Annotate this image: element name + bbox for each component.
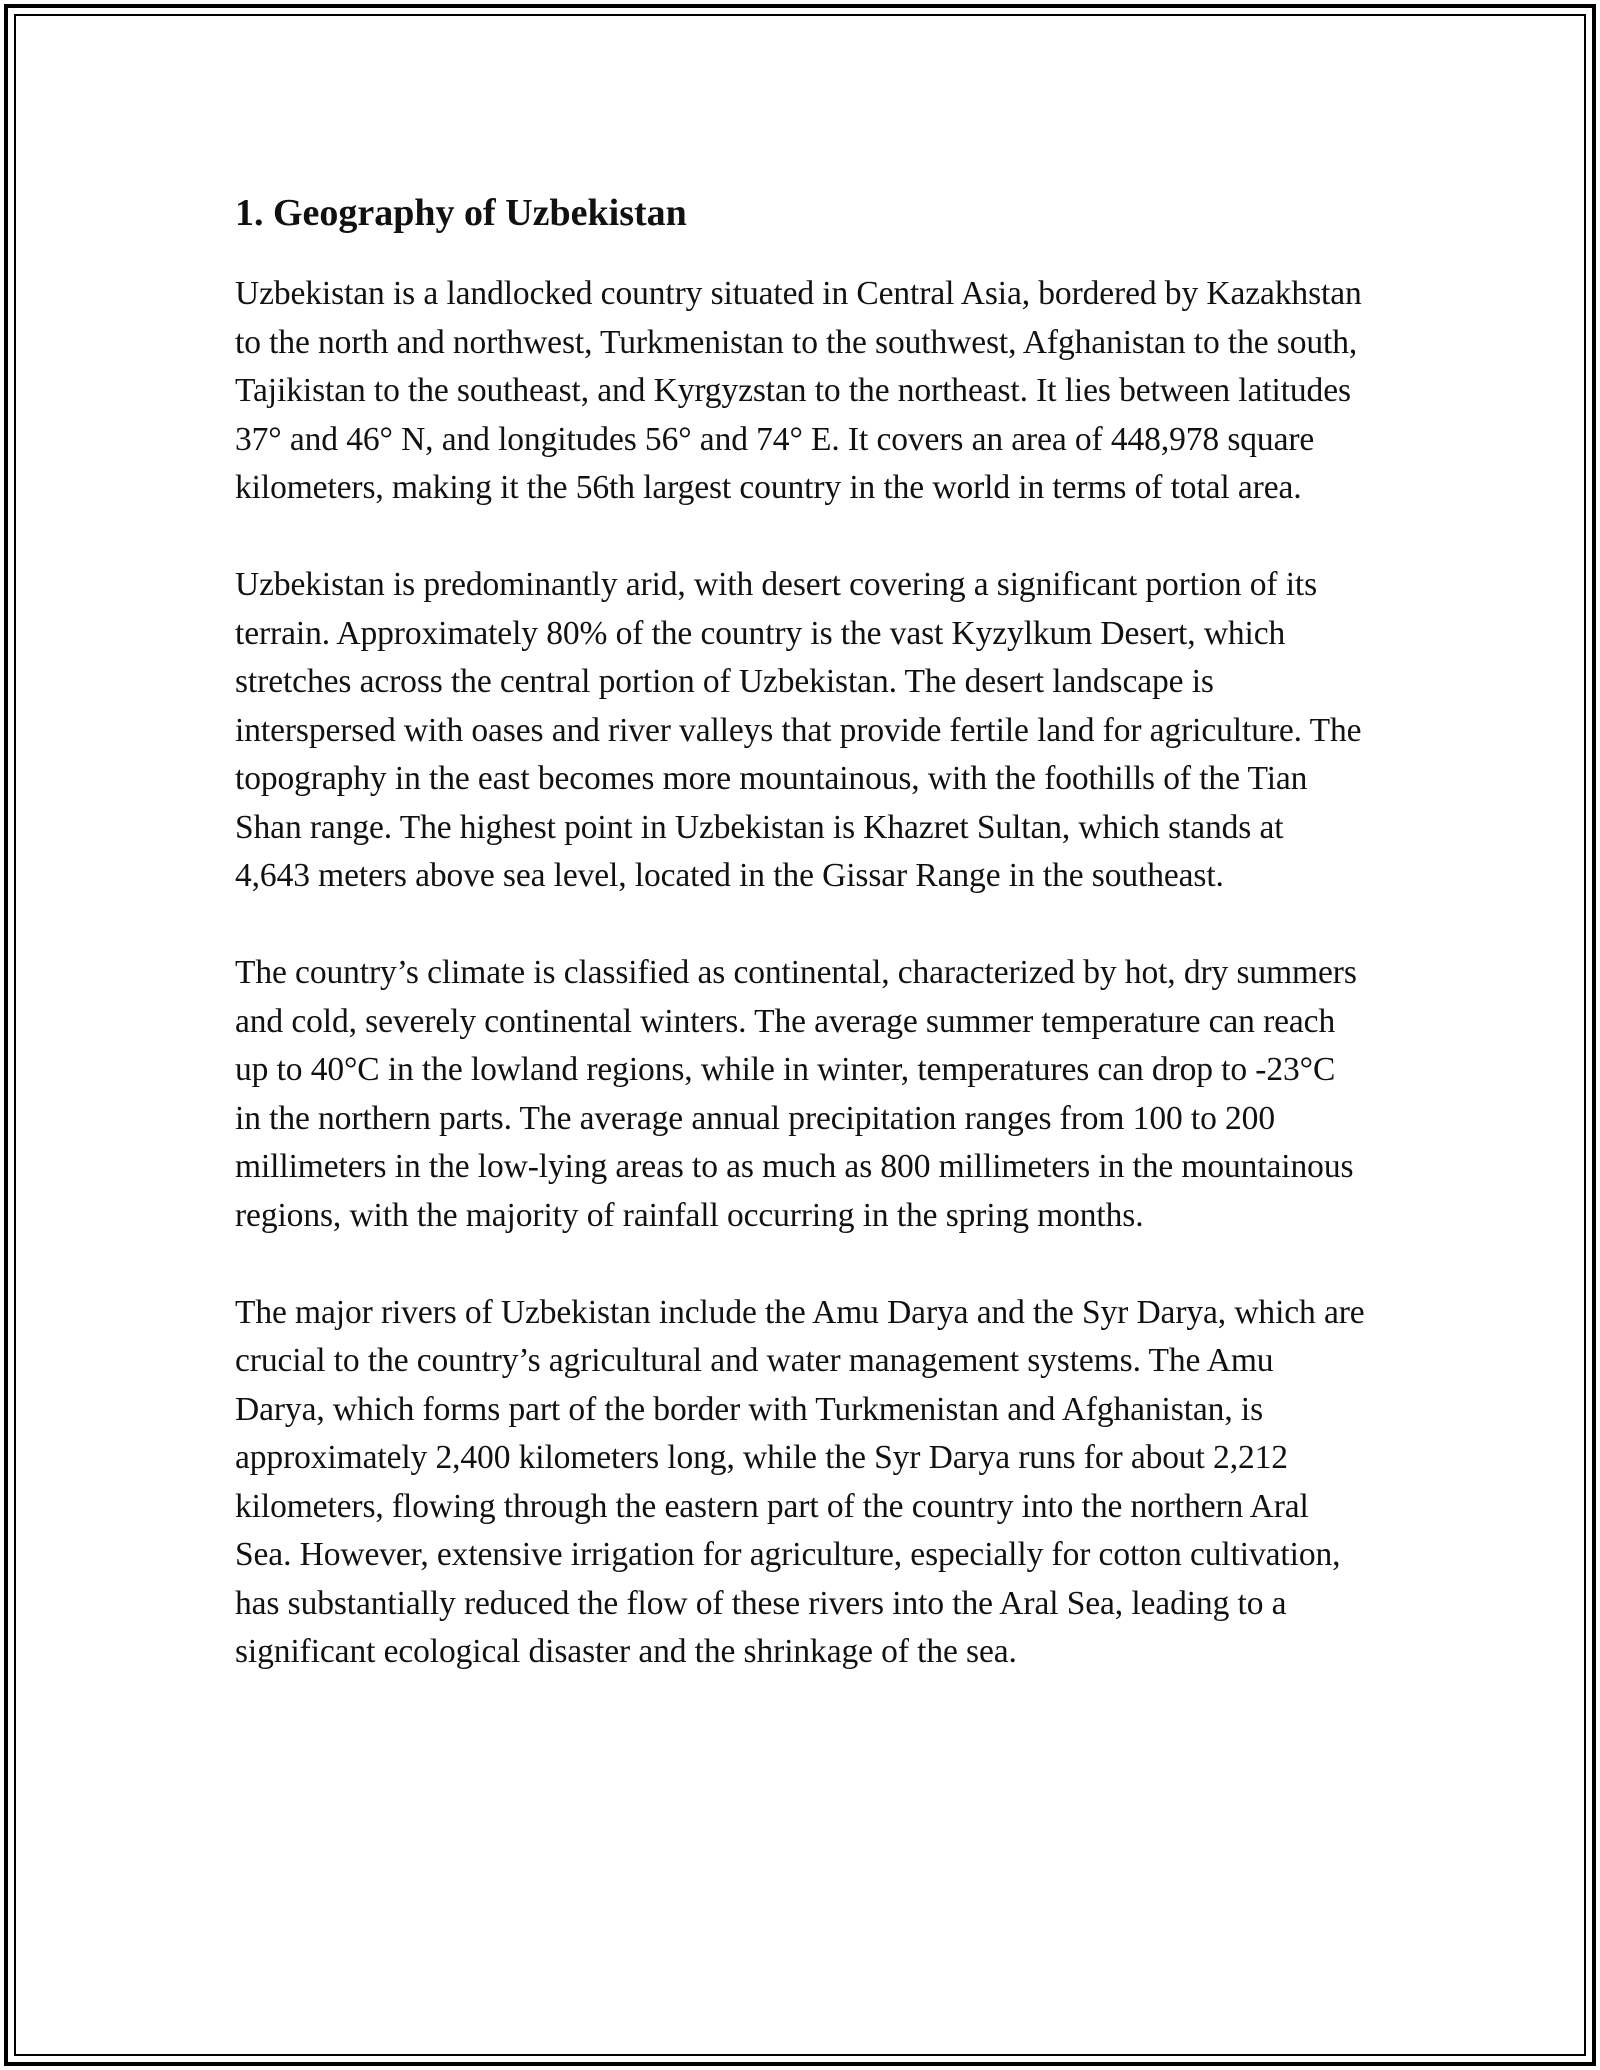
paragraph-terrain: Uzbekistan is predominantly arid, with desert covering a significant portion of its terrain. Approximately 80% of the country is the vast Kyzylkum Desert, which stretches across the central portion of Uzbekistan. The desert landscape is interspersed with oases and river valleys that provide fertile land for agriculture. The topography in the east becomes more mountainous, with the foothills of the Tian Shan range. The highest point in Uzbekistan is Khazret Sultan, which stands at 4,643 meters above sea level, located in the Gissar Range in the southeast. (235, 566, 1362, 894)
paragraph-climate: The country’s climate is classified as continental, characterized by hot, dry summers and cold, severely continental winters. The average summer temperature can reach up to 40°C in the lowland regions, while in winter, temperatures can drop to -23°C in the northern parts. The average annual precipitation ranges from 100 to 200 millimeters in the low-lying areas to as much as 800 millimeters in the mountainous regions, with the majority of rainfall occurring in the spring months. (235, 954, 1357, 1234)
paragraph-borders-location: Uzbekistan is a landlocked country situated in Central Asia, bordered by Kazakhstan to the north and northwest, Turkmenistan to the southwest, Afghanistan to the south, Tajikistan to the southeast, and Kyrgyzstan to the northeast. It lies between latitudes 37° and 46° N, and longitudes 56° and 74° E. It covers an area of 448,978 square kilometers, making it the 56th largest country in the world in terms of total area. (235, 275, 1362, 506)
paragraph-rivers: The major rivers of Uzbekistan include the Amu Darya and the Syr Darya, which are crucial to the country’s agricultural and water management systems. The Amu Darya, which forms part of the border with Turkmenistan and Afghanistan, is approximately 2,400 kilometers long, while the Syr Darya runs for about 2,212 kilometers, flowing through the eastern part of the country into the northern Aral Sea. However, extensive irrigation for agriculture, especially for cotton cultivation, has substantially reduced the flow of these rivers into the Aral Sea, leading to a significant ecological disaster and the shrinkage of the sea. (235, 1293, 1365, 1670)
document-body (235, 188, 1365, 1725)
section-heading: 1. Geography of Uzbekistan (235, 192, 687, 234)
